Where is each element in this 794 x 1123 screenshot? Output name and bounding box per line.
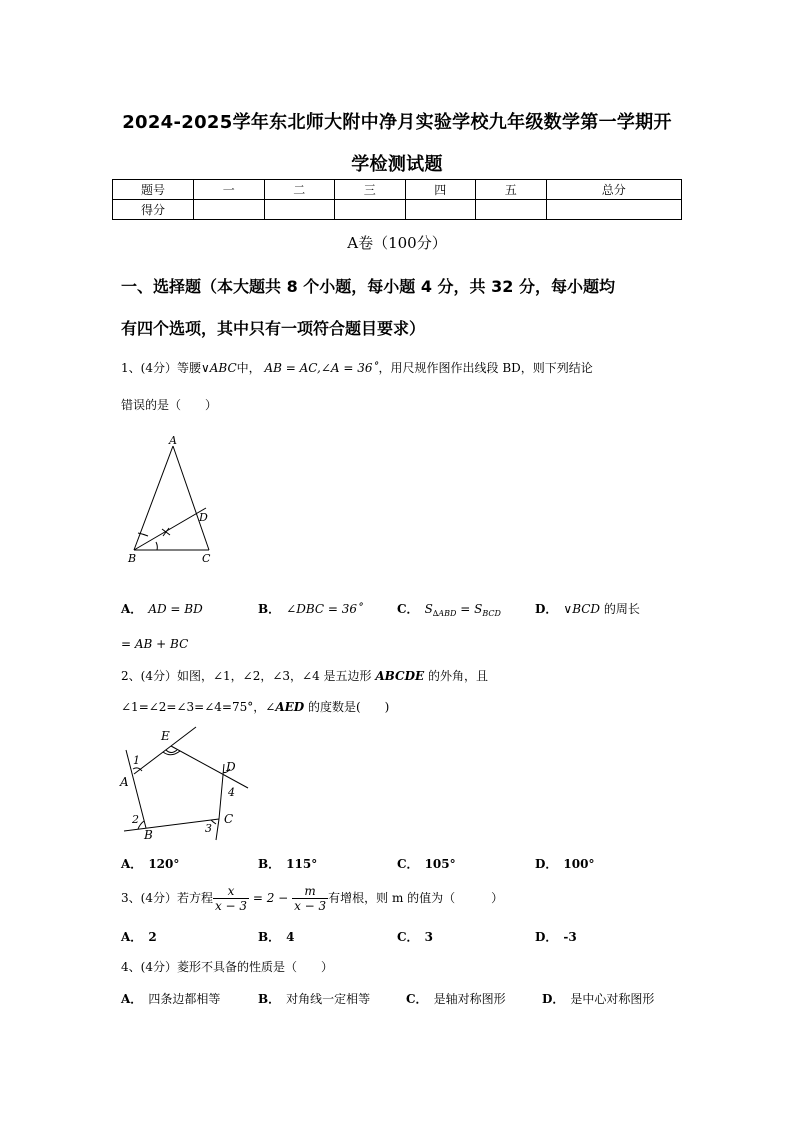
q4-option-b: B． 对角线一定相等 xyxy=(258,992,371,1006)
q1-suffix: ，用尺规作图作出线段 BD，则下列结论 xyxy=(378,361,593,375)
exam-title-line1: 2024-2025学年东北师大附中净月实验学校九年级数学第一学期开 xyxy=(122,112,672,133)
q2-option-c: C． 105° xyxy=(397,857,456,871)
score-cell xyxy=(476,200,547,220)
section1-heading-line2: 有四个选项，其中只有一项符合题目要求） xyxy=(121,319,426,338)
q2-stem-line2: ∠1=∠2=∠3=∠4=75°，∠AED 的度数是( ) xyxy=(121,700,390,714)
q3-option-c: C． 3 xyxy=(397,930,433,944)
q2-pentagon-figure xyxy=(116,724,256,844)
score-col-label: 题号 xyxy=(113,180,194,200)
q1-label-c: C xyxy=(202,552,211,565)
q4-option-c: C． 是轴对称图形 xyxy=(406,992,506,1006)
q2-stem-line1: 2、(4分）如图，∠1，∠2，∠3，∠4 是五边形 ABCDE 的外角，且 xyxy=(121,669,488,683)
score-cell xyxy=(546,200,682,220)
score-table-header-row xyxy=(113,180,682,200)
q1-prefix: 1、(4分）等腰 xyxy=(121,361,201,375)
q2-label-e: E xyxy=(161,729,170,743)
q2-option-b: B． 115° xyxy=(258,857,318,871)
q1-side-ab xyxy=(134,446,173,550)
q2-option-a: A． 120° xyxy=(121,857,180,871)
score-row-label: 得分 xyxy=(113,200,194,220)
q1-mid: 中， xyxy=(236,361,261,375)
score-col-3: 三 xyxy=(335,180,406,200)
q2-option-d: D． 100° xyxy=(535,857,595,871)
score-col-5: 五 xyxy=(476,180,547,200)
score-cell xyxy=(405,200,476,220)
score-col-4: 四 xyxy=(405,180,476,200)
q1-option-d: D． ∨BCD 的周长 xyxy=(535,602,640,616)
q1-triangle-figure xyxy=(118,432,228,570)
score-table xyxy=(112,179,682,220)
q1-option-b: B． ∠DBC = 36˚ xyxy=(258,602,364,616)
score-cell xyxy=(264,200,335,220)
q2-angle-e-arc xyxy=(166,750,177,753)
q1-triangle: ∨ABC xyxy=(200,361,237,375)
q1-label-d: D xyxy=(199,511,208,524)
q1-option-d-continued: = AB + BC xyxy=(121,637,189,651)
q2-side-ed-extended xyxy=(171,746,248,788)
score-col-2: 二 xyxy=(264,180,335,200)
q1-option-c: C． $S_{\Delta ABD} = S_{BCD}$ xyxy=(397,602,501,618)
q3-option-b: B． 4 xyxy=(258,930,295,944)
section1-heading-line1: 一、选择题（本大题共 8 个小题，每小题 4 分，共 32 分，每小题均 xyxy=(121,277,615,296)
q1-stem-line1 xyxy=(121,360,593,376)
q2-label-4: 4 xyxy=(228,786,235,799)
q4-stem: 4、(4分）菱形不具备的性质是（ ） xyxy=(121,960,333,974)
q2-label-a: A xyxy=(120,775,129,789)
q4-option-a: A． 四条边都相等 xyxy=(121,992,221,1006)
q2-label-2: 2 xyxy=(132,813,139,826)
score-cell xyxy=(194,200,265,220)
q2-label-c: C xyxy=(224,812,234,826)
q1-side-ac xyxy=(173,446,209,550)
q1-arc-mark xyxy=(156,542,157,550)
q2-side-ae-extended xyxy=(171,727,196,746)
q1-segment-bd xyxy=(134,508,206,550)
q1-label-b: B xyxy=(128,552,137,565)
q2-label-3: 3 xyxy=(205,822,212,835)
q2-side-dc-extended xyxy=(216,819,219,840)
q3-stem: 3、(4分）若方程 $\frac{x}{x - 3}$ = 2 − $\frac{m}{x - 3}$ 有增根，则 m 的值为（ ） xyxy=(121,884,504,913)
q2-label-1: 1 xyxy=(133,754,140,767)
q4-option-d: D． 是中心对称图形 xyxy=(542,992,655,1006)
q3-fraction-2: $\frac{m}{x - 3}$ xyxy=(294,884,327,913)
q2-label-b: B xyxy=(144,828,153,842)
q2-label-d: D xyxy=(226,760,236,774)
q1-stem-line2: 错误的是（ ） xyxy=(121,398,218,412)
score-cell xyxy=(335,200,406,220)
q3-option-a: A． 2 xyxy=(121,930,157,944)
paper-title: A卷（100分） xyxy=(347,234,447,252)
q1-option-a: A． AD = BD xyxy=(121,602,203,616)
q1-label-a: A xyxy=(169,434,177,447)
score-col-1: 一 xyxy=(194,180,265,200)
exam-title-line2: 学检测试题 xyxy=(351,154,443,175)
score-table-score-row xyxy=(113,200,682,220)
q1-condition: AB = AC,∠A = 36˚ xyxy=(264,361,379,375)
q3-option-d: D． -3 xyxy=(535,930,577,944)
q3-fraction-1: $\frac{x}{x - 3}$ xyxy=(214,884,248,913)
score-col-total: 总分 xyxy=(546,180,682,200)
